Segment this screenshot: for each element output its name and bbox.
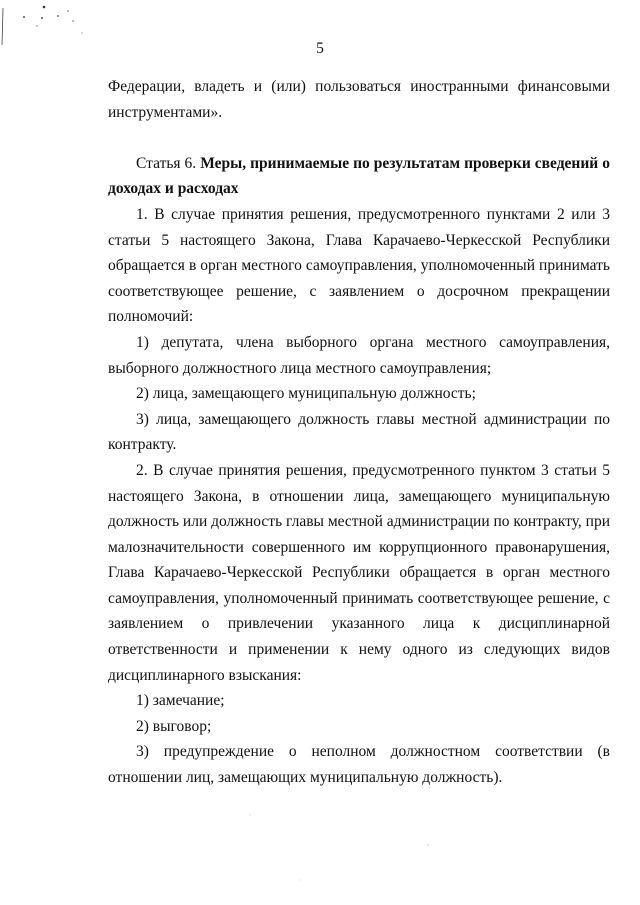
list-item-1-2: 2) лица, замещающего муниципальную должность; (136, 385, 476, 403)
document-body (108, 74, 610, 791)
paragraph-1: 1. В случае принятия решения, предусмотренного пунктами 2 или 3 статьи 5 настоящего Закона, Глава Карачаево-Черкесской Республики обращается в орган местного самоуправления, уполномоченный принимать соответствующее решение, с заявлением о досрочном прекращении полномочий: (108, 205, 610, 326)
list-item-2-3: 3) предупреждение о неполном должностном соответствии (в отношении лиц, замещающих муниципальную должность). (108, 743, 610, 787)
list-item-1-3: 3) лица, замещающего должность главы местной администрации по контракту. (108, 410, 610, 454)
article-prefix: Статья 6. (136, 154, 197, 172)
list-item-2-2: 2) выговор; (136, 717, 212, 735)
continuation-paragraph: Федерации, владеть и (или) пользоваться иностранными финансовыми инструментами». (108, 78, 610, 121)
article-title: Меры, принимаемые по результатам проверки сведений о доходах и расходах (108, 154, 610, 198)
page-number: 5 (316, 40, 324, 57)
paragraph-2: 2. В случае принятия решения, предусмотренного пунктом 3 статьи 5 настоящего Закона, в отношении лица, замещающего муниципальную должность или должность главы местной администрации по контракту, при малозначительности совершенного им коррупционного правонарушения, Глава Карачаево-Черкесской Республики обращается в орган местного самоуправления, уполномоченный принимать соответствующее решение, с заявлением о привлечении указанного лица к дисциплинарной ответственности и применении к нему одного из следующих видов дисциплинарного взыскания: (108, 461, 610, 684)
list-item-1-1: 1) депутата, члена выборного органа местного самоуправления, выборного должностного лица местного самоуправления; (108, 333, 610, 377)
article-heading (108, 151, 610, 202)
list-item-2-1: 1) замечание; (136, 692, 225, 710)
